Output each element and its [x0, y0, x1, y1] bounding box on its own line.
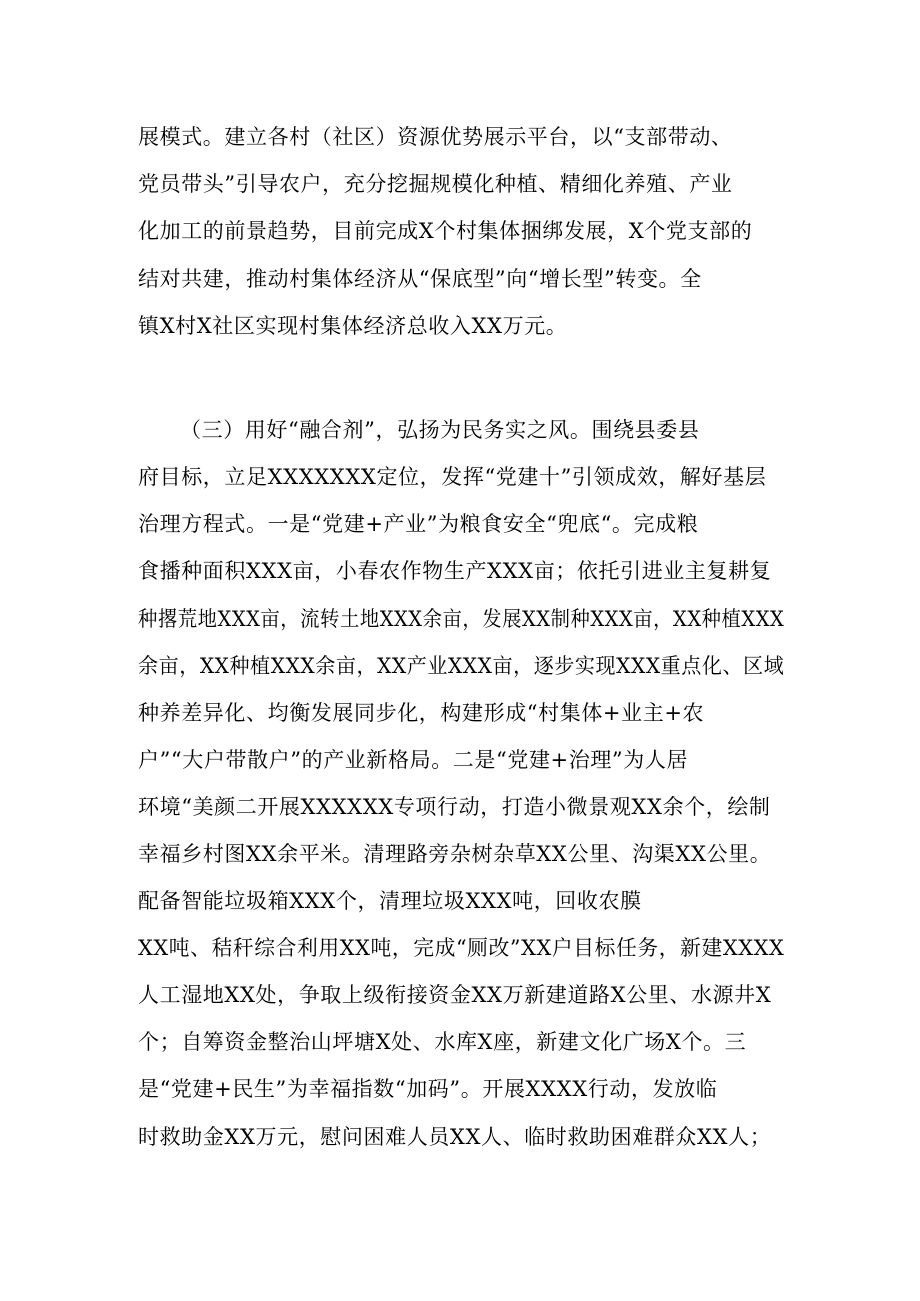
text-line: XX吨、秸秆综合利用XX吨，完成“厕改”XX户目标任务，新建XXXX	[138, 936, 785, 960]
text-line: 余亩，XX种植XXX余亩，XX产业XXX亩，逐步实现XXX重点化、区域	[138, 654, 785, 678]
text-line: 府目标，立足XXXXXXX定位，发挥“党建十”引领成效，解好基层	[138, 465, 767, 489]
text-line: 治理方程式。一是“党建+产业”为粮食安全“兜底“。完成粮	[138, 512, 699, 536]
text-line: 配备智能垃圾箱XXX个，清理垃圾XXX吨，回收农膜	[138, 889, 642, 913]
text-line: 户”“大户带散户”的产业新格局。二是“党建+治理”为人居	[138, 748, 689, 772]
text-line: 幸福乡村图XX余平米。清理路旁杂树杂草XX公里、沟渠XX公里。	[138, 842, 772, 866]
text-line: 展模式。建立各村（社区）资源优势展示平台，以“支部带动、	[138, 125, 733, 149]
text-line: 种撂荒地XXX亩，流转土地XXX余亩，发展XX制种XXX亩，XX种植XXX	[138, 607, 785, 631]
text-line: 个；自筹资金整治山坪塘X处、水库X座，新建文化广场X个。三	[138, 1030, 747, 1054]
text-line: 党员带头”引导农户，充分挖掘规模化种植、精细化养殖、产业	[138, 172, 733, 196]
text-line: 化加工的前景趋势，目前完成X个村集体捆绑发展，X个党支部的	[138, 219, 753, 243]
text-line: 种养差异化、均衡发展同步化，构建形成“村集体+业主+农	[138, 701, 705, 725]
text-line: 食播种面积XXX亩，小春农作物生产XXX亩；依托引进业主复耕复	[138, 559, 772, 583]
section-heading-line: （三）用好“融合剂”，弘扬为民务实之风。围绕县委县	[180, 418, 700, 442]
text-line: 是“党建+民生”为幸福指数“加码”。开展XXXX行动，发放临	[138, 1077, 718, 1101]
text-line: 结对共建，推动村集体经济从“保底型”向“增长型”转变。全	[138, 267, 702, 291]
text-line: 时救助金XX万元，慰问困难人员XX人、临时救助困难群众XX人；	[138, 1125, 772, 1149]
text-line: 镇X村X社区实现村集体经济总收入XX万元。	[138, 314, 568, 338]
text-line: 环境“美颜二开展XXXXXX专项行动，打造小微景观XX余个，绘制	[138, 795, 771, 819]
text-line: 人工湿地XX处，争取上级衔接资金XX万新建道路X公里、水源井X	[138, 983, 772, 1007]
